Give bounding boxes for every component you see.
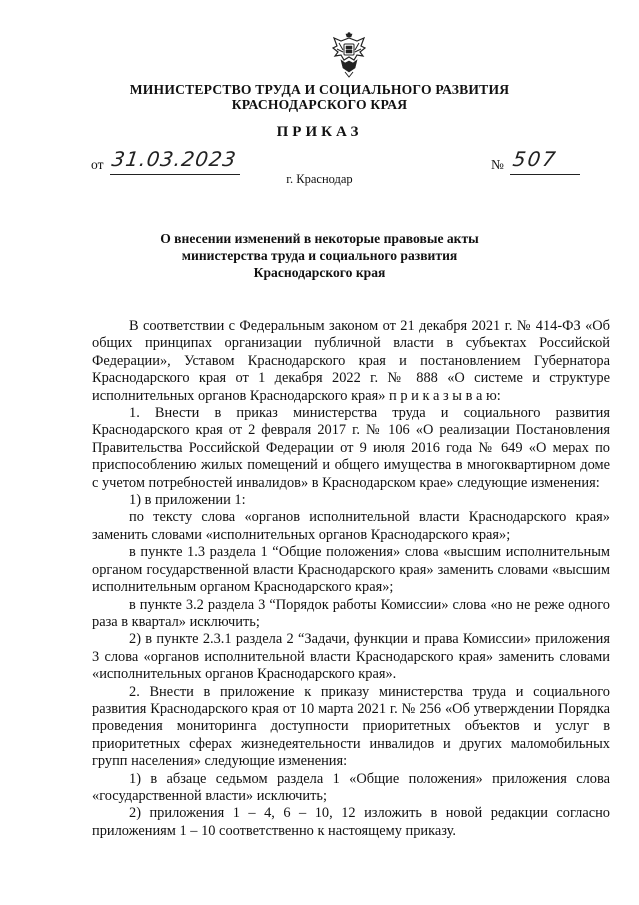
date-handwritten: 31.03.2023	[110, 147, 239, 171]
body-paragraph: в пункте 1.3 раздела 1 “Общие положения» слова «высшим исполнительным органом государственной власти Краснодарского края» заменить словами «высшим исполнительным органом Краснодарского края»;	[92, 544, 610, 596]
ministry-name-line2: КРАСНОДАРСКОГО КРАЯ	[231, 97, 408, 112]
order-subject	[0, 230, 639, 281]
date-prefix: от	[91, 157, 104, 172]
subject-line2: министерства труда и социального развития	[181, 248, 458, 263]
ministry-name-line1: МИНИСТЕРСТВО ТРУДА И СОЦИАЛЬНОГО РАЗВИТИЯ	[129, 82, 510, 97]
order-title: ПРИКАЗ	[276, 124, 363, 140]
subject-line3: Краснодарского края	[253, 265, 386, 280]
body-paragraph: в пункте 3.2 раздела 3 “Порядок работы Комиссии» слова «но не реже одного раза в квартал» исключить;	[92, 596, 610, 630]
body-paragraph: 2) в пункте 2.3.1 раздела 2 “Задачи, функции и права Комиссии» приложения 3 слова «органов исполнительной власти Краснодарского края» заменить словами «исполнительных органов Краснодарского края».	[92, 631, 610, 683]
number-handwritten: 507	[511, 147, 559, 171]
city: г. Краснодар	[286, 172, 353, 186]
subject-line1: О внесении изменений в некоторые правовые акты	[160, 231, 479, 246]
coat-of-arms-emblem	[331, 32, 367, 78]
body-paragraph: 1) в абзаце седьмом раздела 1 «Общие положения» приложения слова «государственной власти» исключить;	[92, 770, 610, 804]
number-prefix: №	[491, 157, 504, 172]
body-paragraph: 1) в приложении 1:	[129, 492, 246, 509]
body-paragraph: 2) приложения 1 – 4, 6 – 10, 12 изложить в новой редакции согласно приложениям 1 – 10 соответственно к настоящему приказу.	[92, 805, 610, 839]
body-paragraph: по тексту слова «органов исполнительной власти Краснодарского края» заменить словами «исполнительных органов Краснодарского края»;	[92, 509, 610, 543]
body-paragraph: 1. Внести в приказ министерства труда и социального развития Краснодарского края от 2 февраля 2017 г. № 106 «О реализации Постановления Правительства Российской Федерации от 9 июля 2016 года № 649 «О мерах по приспособлению жилых помещений и общего имущества в многоквартирном доме с учетом потребностей инвалидов» в Краснодарском крае» следующие изменения:	[92, 405, 610, 491]
body-paragraph: 2. Внести в приложение к приказу министерства труда и социального развития Краснодарского края от 10 марта 2021 г. № 256 «Об утверждении Порядка проведения мониторинга доступности приоритетных объектов и услуг в приоритетных сферах жизнедеятельности инвалидов и других маломобильных групп населения» следующие изменения:	[92, 683, 610, 770]
body-paragraph: В соответствии с Федеральным законом от 21 декабря 2021 г. № 414-ФЗ «Об общих принципах организации публичной власти в субъектах Российской Федерации», Уставом Краснодарского края и постановлением Губернатора Краснодарского края от 1 декабря 2022 г. № 888 «О системе и структуре исполнительных органов Краснодарского края» п р и к а з ы в а ю:	[92, 318, 610, 404]
order-body	[92, 318, 610, 840]
ministry-name	[0, 82, 639, 112]
